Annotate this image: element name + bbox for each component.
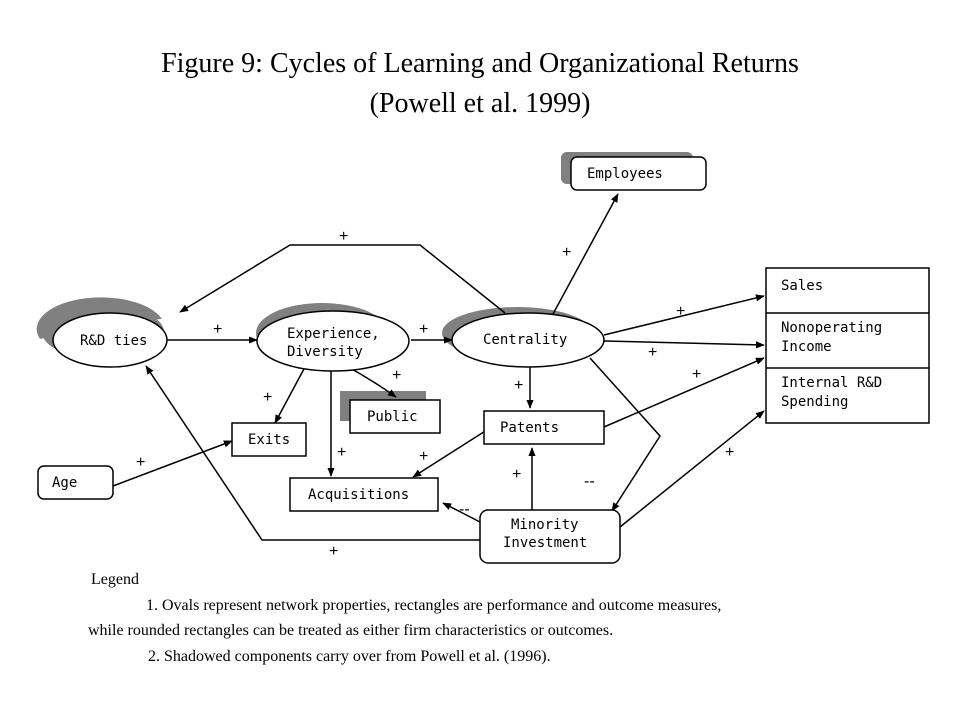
sign-centrality-to-patents: + — [514, 377, 524, 394]
legend-heading: Legend — [91, 571, 139, 588]
arrow-experience-to-exits — [275, 367, 305, 423]
sign-centrality-to-nonoperating: + — [648, 344, 658, 361]
sign-patents-to-acquisitions: + — [419, 448, 429, 465]
experience-label-2: Diversity — [287, 344, 363, 360]
sales-label: Sales — [781, 278, 824, 294]
legend-item-1-line-1: 1. Ovals represent network properties, rectangles are performance and outcome measures, — [146, 597, 722, 614]
internal-rd-label-2: Spending — [781, 394, 849, 410]
sign-experience-to-exits: + — [263, 389, 273, 406]
sign-experience-to-centrality: + — [419, 321, 429, 338]
age-label: Age — [52, 475, 78, 491]
sign-patents-to-nonoperating: + — [692, 366, 702, 383]
arrow-minority-to-rd-ties — [146, 366, 480, 540]
arrow-minority-to-internal-rd — [620, 411, 764, 527]
sign-centrality-to-sales: + — [676, 303, 686, 320]
sign-centrality-to-rd-ties: + — [339, 228, 349, 245]
sign-experience-to-public: + — [392, 367, 402, 384]
public-label: Public — [367, 409, 418, 425]
shadow-layer — [37, 152, 693, 421]
nonoperating-label-2: Income — [781, 339, 832, 355]
sign-experience-to-acquisitions: + — [337, 444, 347, 461]
experience-label-1: Experience, — [287, 326, 380, 342]
sign-centrality-to-minority: -- — [584, 473, 595, 490]
sign-age-to-exits: + — [136, 454, 146, 471]
sign-minority-to-patents: + — [512, 466, 522, 483]
minority-label-1: Minority — [511, 517, 579, 533]
nonoperating-label-1: Nonoperating — [781, 320, 883, 336]
rd-ties-label: R&D ties — [80, 333, 148, 349]
sign-minority-to-acquisitions: -- — [459, 501, 470, 518]
arrow-centrality-to-nonoperating — [604, 341, 764, 345]
legend-item-1-line-2: while rounded rectangles can be treated as either firm characteristics or outcomes. — [88, 622, 614, 639]
arrow-age-to-exits — [113, 441, 232, 486]
sign-minority-to-rd-ties: + — [329, 543, 339, 560]
sign-minority-to-internal-rd: + — [725, 444, 735, 461]
title-line-1: Figure 9: Cycles of Learning and Organizational Returns — [161, 48, 799, 79]
exits-label: Exits — [248, 432, 291, 448]
arrow-centrality-to-rd-ties — [180, 245, 505, 313]
title-line-2: (Powell et al. 1999) — [369, 88, 591, 119]
node-labels — [52, 166, 882, 551]
sign-centrality-to-employees: + — [562, 244, 572, 261]
acquisitions-label: Acquisitions — [308, 487, 410, 503]
employees-label: Employees — [587, 166, 663, 182]
internal-rd-label-1: Internal R&D — [781, 375, 883, 391]
sign-rd-ties-to-experience: + — [213, 321, 223, 338]
arrow-patents-to-nonoperating — [604, 358, 764, 427]
node-layer — [38, 157, 929, 563]
legend-item-2: 2. Shadowed components carry over from Powell et al. (1996). — [148, 648, 551, 665]
centrality-label: Centrality — [483, 332, 568, 348]
minority-label-2: Investment — [503, 535, 588, 551]
patents-label: Patents — [500, 420, 560, 436]
